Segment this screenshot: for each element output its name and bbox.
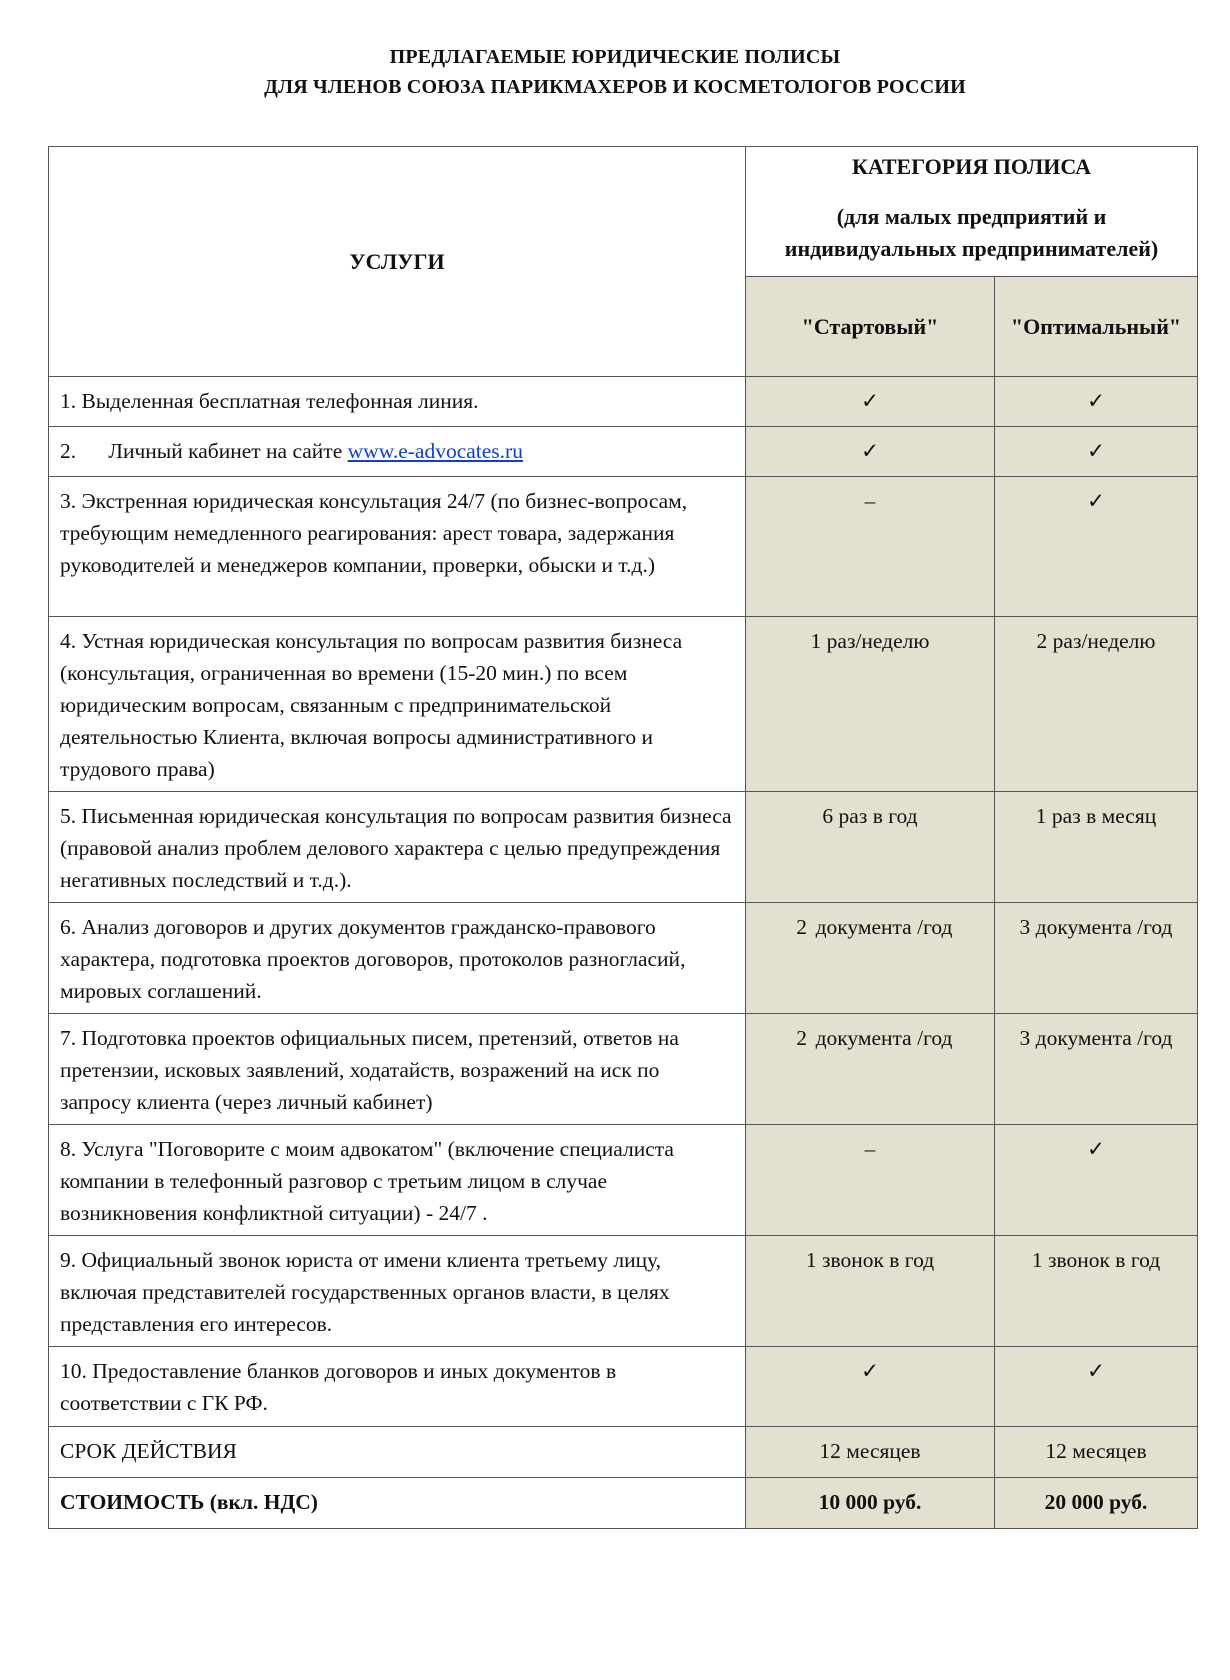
service-cell: 9. Официальный звонок юриста от имени клиента третьему лицу, включая представителей государственных органов власти, в целях представления его интересов. xyxy=(49,1236,746,1347)
table-row xyxy=(49,792,1198,903)
start-value: – xyxy=(746,477,995,617)
service-text: 2. Личный кабинет на сайте xyxy=(60,439,348,463)
term-label: СРОК ДЕЙСТВИЯ xyxy=(49,1427,746,1478)
start-value: ✓ xyxy=(746,427,995,477)
start-value xyxy=(746,1014,995,1125)
title-line-2: ДЛЯ ЧЛЕНОВ СОЮЗА ПАРИКМАХЕРОВ И КОСМЕТОЛОГОВ РОССИИ xyxy=(264,76,966,98)
price-label: СТОИМОСТЬ (вкл. НДС) xyxy=(49,1478,746,1529)
services-header: УСЛУГИ xyxy=(49,147,746,377)
table-row xyxy=(49,427,1198,477)
service-cell: 4. Устная юридическая консультация по вопросам развития бизнеса (консультация, ограниченная во времени (15-20 мин.) по всем юридическим вопросам, связанным с предпринимательской деятельностью Клиента, включая вопросы административного и трудового права) xyxy=(49,617,746,792)
category-subtitle-line-1: (для малых предприятий и xyxy=(836,204,1107,229)
optimal-price: 20 000 руб. xyxy=(995,1478,1198,1529)
start-unit: документа /год xyxy=(815,915,953,939)
optimal-value: ✓ xyxy=(995,377,1198,427)
optimal-value: 2 раз/неделю xyxy=(995,617,1198,792)
start-term: 12 месяцев xyxy=(746,1427,995,1478)
service-cell: 5. Письменная юридическая консультация по вопросам развития бизнеса (правовой анализ проблем делового характера с целью предупреждения негативных последствий и т.д.). xyxy=(49,792,746,903)
optimal-value: ✓ xyxy=(995,477,1198,617)
optimal-value: 3 документа /год xyxy=(995,903,1198,1014)
table-row xyxy=(49,617,1198,792)
optimal-value: ✓ xyxy=(995,1347,1198,1427)
start-count: 2 xyxy=(796,915,807,939)
document-title xyxy=(0,42,1230,102)
start-count: 2 xyxy=(796,1026,807,1050)
table-row xyxy=(49,377,1198,427)
service-cell xyxy=(49,427,746,477)
table-row xyxy=(49,1014,1198,1125)
table-row xyxy=(49,1427,1198,1478)
start-value: 1 раз/неделю xyxy=(746,617,995,792)
plan-header-optimal: "Оптимальный" xyxy=(995,277,1198,377)
table-row xyxy=(49,477,1198,617)
service-cell: 8. Услуга "Поговорите с моим адвокатом" (включение специалиста компании в телефонный разговор с третьим лицом в случае возникновения конфликтной ситуации) - 24/7 . xyxy=(49,1125,746,1236)
start-price: 10 000 руб. xyxy=(746,1478,995,1529)
category-title: КАТЕГОРИЯ ПОЛИСА xyxy=(851,154,1092,179)
category-header xyxy=(746,147,1198,277)
start-value: ✓ xyxy=(746,1347,995,1427)
service-cell: 1. Выделенная бесплатная телефонная линия. xyxy=(49,377,746,427)
category-subtitle-line-2: индивидуальных предпринимателей) xyxy=(784,236,1159,261)
start-value: 1 звонок в год xyxy=(746,1236,995,1347)
table-row xyxy=(49,1236,1198,1347)
optimal-value: 1 раз в месяц xyxy=(995,792,1198,903)
optimal-term: 12 месяцев xyxy=(995,1427,1198,1478)
service-cell: 3. Экстренная юридическая консультация 24/7 (по бизнес-вопросам, требующим немедленного реагирования: арест товара, задержания руководителей и менеджеров компании, проверки, обыски и т.д.) xyxy=(49,477,746,617)
optimal-value: ✓ xyxy=(995,427,1198,477)
plan-header-start: "Стартовый" xyxy=(746,277,995,377)
start-value xyxy=(746,903,995,1014)
start-value: 6 раз в год xyxy=(746,792,995,903)
start-unit: документа /год xyxy=(815,1026,953,1050)
policy-comparison-table xyxy=(48,146,1198,1529)
table-row xyxy=(49,1478,1198,1529)
site-link[interactable]: www.e-advocates.ru xyxy=(347,439,523,463)
optimal-value: ✓ xyxy=(995,1125,1198,1236)
optimal-value: 1 звонок в год xyxy=(995,1236,1198,1347)
service-cell: 10. Предоставление бланков договоров и иных документов в соответствии с ГК РФ. xyxy=(49,1347,746,1427)
optimal-value: 3 документа /год xyxy=(995,1014,1198,1125)
service-cell: 6. Анализ договоров и других документов гражданско-правового характера, подготовка проектов договоров, протоколов разногласий, мировых соглашений. xyxy=(49,903,746,1014)
start-value: – xyxy=(746,1125,995,1236)
table-row xyxy=(49,1125,1198,1236)
start-value: ✓ xyxy=(746,377,995,427)
table-row xyxy=(49,1347,1198,1427)
title-line-1: ПРЕДЛАГАЕМЫЕ ЮРИДИЧЕСКИЕ ПОЛИСЫ xyxy=(389,46,841,68)
service-cell: 7. Подготовка проектов официальных писем, претензий, ответов на претензии, исковых заявлений, ходатайств, возражений на иск по запросу клиента (через личный кабинет) xyxy=(49,1014,746,1125)
table-row xyxy=(49,903,1198,1014)
